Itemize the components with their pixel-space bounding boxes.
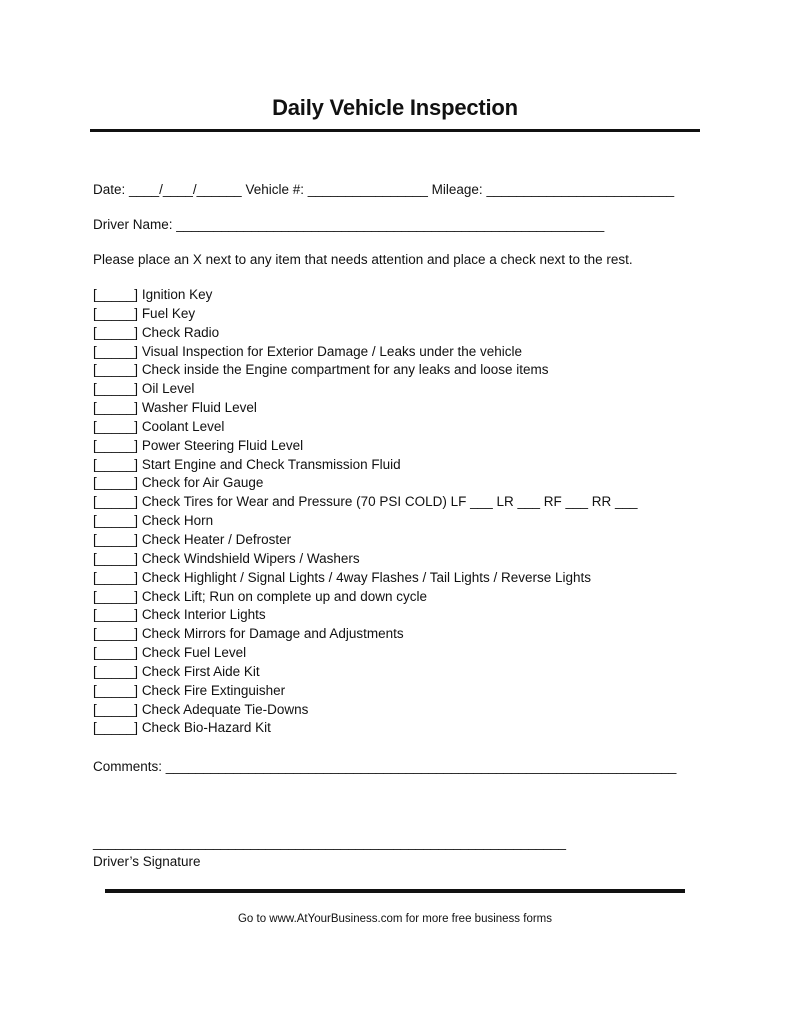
page-title: Daily Vehicle Inspection <box>272 95 518 120</box>
checklist-item <box>93 644 638 663</box>
checklist-item-label: Check Windshield Wipers / Washers <box>141 550 360 566</box>
footer-note: Go to www.AtYourBusiness.com for more free business forms <box>237 913 553 925</box>
checklist-item <box>93 531 638 550</box>
checkbox-blank[interactable]: [_____] <box>93 720 139 736</box>
comments-label: Comments: <box>93 759 163 774</box>
checklist-item <box>93 305 638 324</box>
signature-field[interactable]: _______________________________________________________________ <box>93 835 567 850</box>
checklist-item <box>93 361 638 380</box>
checklist-item <box>93 418 638 437</box>
checkbox-blank[interactable]: [_____] <box>93 494 139 510</box>
checklist-item <box>93 606 638 625</box>
checklist-item-label: Check inside the Engine compartment for any leaks and loose items <box>141 362 549 378</box>
checklist-item-label: Check Bio-Hazard Kit <box>141 720 271 736</box>
checklist-item-label: Check Fuel Level <box>141 645 247 661</box>
checkbox-blank[interactable]: [_____] <box>93 607 139 623</box>
mileage-label: Mileage: <box>431 182 483 197</box>
checklist-item <box>93 719 638 738</box>
mileage-field[interactable]: _________________________ <box>486 182 675 197</box>
checkbox-blank[interactable]: [_____] <box>93 418 139 434</box>
checkbox-blank[interactable]: [_____] <box>93 456 139 472</box>
driver-name-field[interactable]: _________________________________________________________ <box>176 217 605 232</box>
checklist-item <box>93 493 638 512</box>
checklist-item-label: Power Steering Fluid Level <box>141 437 304 453</box>
checkbox-blank[interactable]: [_____] <box>93 569 139 585</box>
checklist-item <box>93 625 638 644</box>
date-field[interactable]: ____/____/______ <box>129 182 242 197</box>
checkbox-blank[interactable]: [_____] <box>93 324 139 340</box>
checkbox-blank[interactable]: [_____] <box>93 381 139 397</box>
checkbox-blank[interactable]: [_____] <box>93 588 139 604</box>
date-label: Date: <box>93 182 126 197</box>
checkbox-blank[interactable]: [_____] <box>93 682 139 698</box>
checklist-item-label: Fuel Key <box>141 305 196 321</box>
checklist-item-label: Check Mirrors for Damage and Adjustments <box>141 626 404 642</box>
checklist-item <box>93 701 638 720</box>
comments-row <box>93 758 676 776</box>
checklist-item <box>93 324 638 343</box>
checkbox-blank[interactable]: [_____] <box>93 645 139 661</box>
checklist-item-label: Start Engine and Check Transmission Fluid <box>141 456 401 472</box>
checklist-item <box>93 550 638 569</box>
checklist-item-label: Oil Level <box>141 381 195 397</box>
checklist-item-label: Check Heater / Defroster <box>141 531 292 547</box>
checklist-item <box>93 399 638 418</box>
checklist-item-label: Check Highlight / Signal Lights / 4way Flashes / Tail Lights / Reverse Lights <box>141 569 592 585</box>
checklist-item-label: Check First Aide Kit <box>141 663 260 679</box>
checkbox-blank[interactable]: [_____] <box>93 513 139 529</box>
checkbox-blank[interactable]: [_____] <box>93 531 139 547</box>
footer-divider <box>105 889 685 893</box>
date-vehicle-mileage-row <box>93 181 674 199</box>
checkbox-blank[interactable]: [_____] <box>93 400 139 416</box>
checklist-item-label: Check Lift; Run on complete up and down cycle <box>141 588 427 604</box>
checkbox-blank[interactable]: [_____] <box>93 287 139 302</box>
comments-field[interactable]: ____________________________________________________________________ <box>165 759 677 774</box>
vehicle-number-label: Vehicle #: <box>245 182 304 197</box>
checklist-item-label: Check Tires for Wear and Pressure (70 PSI COLD) LF ___ LR ___ RF ___ RR ___ <box>141 494 638 510</box>
driver-name-row <box>93 216 604 234</box>
signature-label: Driver’s Signature <box>93 854 201 869</box>
checklist-item-label: Check Fire Extinguisher <box>141 682 286 698</box>
checkbox-blank[interactable]: [_____] <box>93 343 139 359</box>
checklist-item-label: Check Adequate Tie-Downs <box>141 701 309 717</box>
checklist-item-label: Ignition Key <box>141 287 213 302</box>
inspection-checklist <box>93 286 638 738</box>
checkbox-blank[interactable]: [_____] <box>93 362 139 378</box>
checklist-item <box>93 663 638 682</box>
checkbox-blank[interactable]: [_____] <box>93 475 139 491</box>
checklist-item-label: Washer Fluid Level <box>141 400 257 416</box>
checkbox-blank[interactable]: [_____] <box>93 305 139 321</box>
checkbox-blank[interactable]: [_____] <box>93 626 139 642</box>
checklist-item <box>93 682 638 701</box>
checklist-item <box>93 474 638 493</box>
checklist-item-label: Check Interior Lights <box>141 607 266 623</box>
checkbox-blank[interactable]: [_____] <box>93 663 139 679</box>
checklist-item-label: Check Radio <box>141 324 220 340</box>
checklist-item <box>93 569 638 588</box>
checklist-item-label: Check for Air Gauge <box>141 475 264 491</box>
instructions-text: Please place an X next to any item that needs attention and place a check next to the rest. <box>93 252 633 267</box>
checklist-item <box>93 437 638 456</box>
checklist-item-label: Check Horn <box>141 513 214 529</box>
checklist-item <box>93 286 638 305</box>
vehicle-number-field[interactable]: ________________ <box>307 182 428 197</box>
checkbox-blank[interactable]: [_____] <box>93 701 139 717</box>
title-divider <box>90 129 700 132</box>
checklist-item <box>93 343 638 362</box>
checklist-item <box>93 380 638 399</box>
checklist-item <box>93 456 638 475</box>
checklist-item <box>93 588 638 607</box>
checklist-item <box>93 512 638 531</box>
checklist-item-label: Coolant Level <box>141 418 225 434</box>
checkbox-blank[interactable]: [_____] <box>93 437 139 453</box>
checkbox-blank[interactable]: [_____] <box>93 550 139 566</box>
checklist-item-label: Visual Inspection for Exterior Damage / Leaks under the vehicle <box>141 343 523 359</box>
driver-name-label: Driver Name: <box>93 217 173 232</box>
